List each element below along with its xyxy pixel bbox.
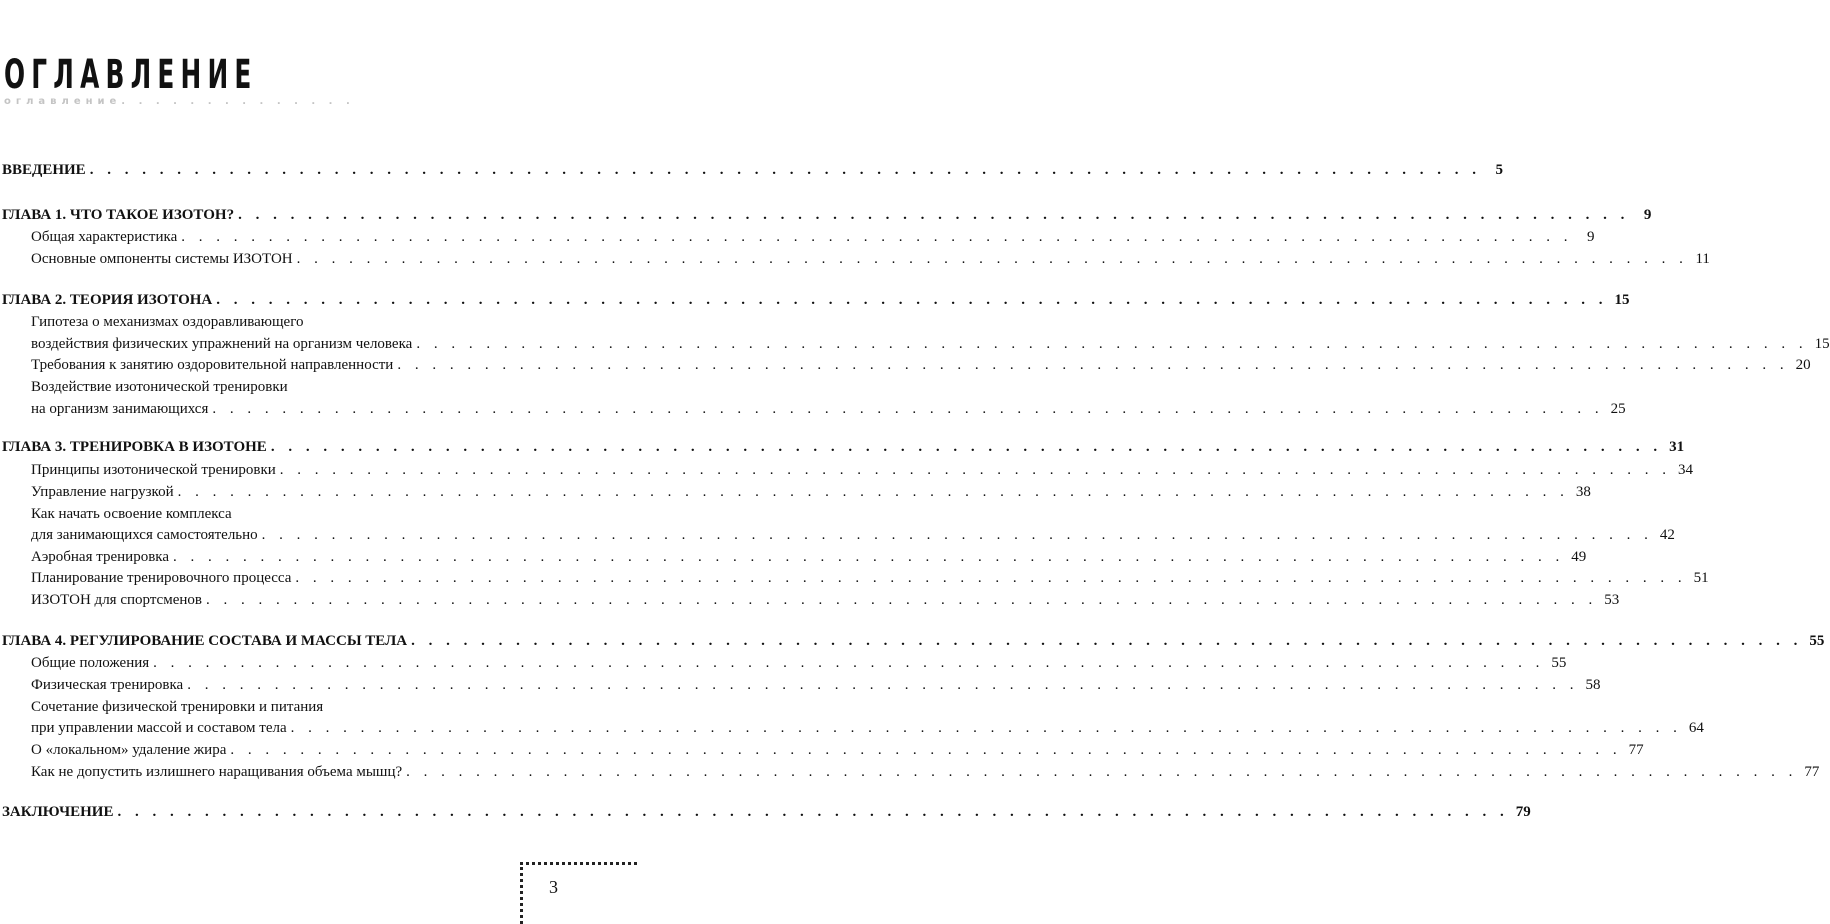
toc-entry-general-characteristics[interactable] — [31, 226, 1595, 248]
entry-title: О «локальном» удаление жира — [31, 742, 227, 758]
entry-title: на организм занимающихся — [31, 401, 209, 417]
entry-page: 51 — [1693, 570, 1709, 586]
toc-entry-physical-training[interactable] — [31, 674, 1601, 696]
toc-entry-introduction[interactable] — [2, 159, 1503, 181]
toc-entry-impact-line-2[interactable] — [31, 398, 1626, 420]
dot-leader: . . . . . . . . . . . . . . . . . . . . . . . . . . . . . . . . . . . . . . . . . . . . . . . . . . . . . . . . . . . . . . . . . . . . . . . . . . . . . . . . — [270, 439, 1663, 455]
entry-title: для занимающихся самостоятельно — [31, 527, 258, 543]
entry-title: Гипотеза о механизмах оздоравливающего — [31, 314, 304, 330]
entry-page: 58 — [1585, 677, 1601, 693]
toc-heading: ОГЛАВЛЕНИЕ — [4, 52, 258, 98]
dot-leader: . . . . . . . . . . . . . . . . . . . . . . . . . . . . . . . . . . . . . . . . . . . . . . . . . . . . . . . . . . . . . . . . . . . . . . . . . . . . . . . . — [153, 655, 1545, 671]
toc-entry-local-fat-removal[interactable] — [31, 739, 1644, 761]
dot-leader: . . . . . . . . . . . . . . . . . . . . . . . . . . . . . . . . . . . . . . . . . . . . . . . . . . . . . . . . . . . . . . . . . . . . . . . . . . . . . . . . — [230, 742, 1622, 758]
entry-title: Физическая тренировка — [31, 677, 184, 693]
entry-title: Как не допустить излишнего наращивания объема мышц? — [31, 764, 403, 780]
dot-leader: . . . . . . . . . . . . . . . . . . . . . . . . . . . . . . . . . . . . . . . . . . . . . . . . . . . . . . . . . . . . . . . . . . . . . . . . . . . . . . . . — [117, 804, 1509, 820]
entry-page: 15 — [1614, 292, 1630, 308]
entry-page: 79 — [1515, 804, 1531, 820]
dot-leader: . . . . . . . . . . . . . . . . . . . . . . . . . . . . . . . . . . . . . . . . . . . . . . . . . . . . . . . . . . . . . . . . . . . . . . . . . . . . . . . . — [295, 570, 1687, 586]
toc-entry-chapter-4[interactable] — [2, 630, 1825, 652]
entry-page: 9 — [1643, 207, 1652, 223]
entry-page: 34 — [1678, 462, 1694, 478]
toc-entry-chapter-1[interactable] — [2, 204, 1652, 226]
dot-leader: . . . . . . . . . . . . . . . . . . . . . . . . . . . . . . . . . . . . . . . . . . . . . . . . . . . . . . . . . . . . . . . . . . . . . . . . . . . . . . . . — [216, 292, 1608, 308]
dot-leader: . . . . . . . . . . . . . . . . . . . . . . . . . . . . . . . . . . . . . . . . . . . . . . . . . . . . . . . . . . . . . . . . . . . . . . . . . . . . . . . . — [296, 251, 1688, 267]
entry-page: 77 — [1804, 764, 1820, 780]
entry-title: Воздействие изотонической тренировки — [31, 379, 288, 395]
page-number-frame — [520, 862, 637, 924]
toc-entry-chapter-2[interactable] — [2, 289, 1630, 311]
toc-entry-conclusion[interactable] — [2, 801, 1531, 823]
entry-title: Планирование тренировочного процесса — [31, 570, 292, 586]
toc-entry-how-to-start-line-2[interactable] — [31, 524, 1675, 546]
dot-leader: . . . . . . . . . . . . . . . . . . . . . . . . . . . . . . . . . . . . . . . . . . . . . . . . . . . . . . . . . . . . . . . . . . . . . . . . . . . . . . . . — [181, 229, 1573, 245]
dot-leader: . . . . . . . . . . . . . . . . . . . . . . . . . . . . . . . . . . . . . . . . . . . . . . . . . . . . . . . . . . . . . . . . . . . . . . . . . . . . . . . . — [290, 720, 1682, 736]
entry-page: 5 — [1495, 162, 1503, 178]
toc-entry-hypothesis-line-1[interactable] — [31, 311, 571, 333]
entry-page: 55 — [1551, 655, 1567, 671]
entry-page: 9 — [1586, 229, 1595, 245]
toc-entry-combination-line-1[interactable] — [31, 696, 571, 718]
toc-entry-requirements[interactable] — [31, 354, 1811, 376]
entry-title: ГЛАВА 4. РЕГУЛИРОВАНИЕ СОСТАВА И МАССЫ ТЕЛА — [2, 633, 408, 649]
entry-page: 25 — [1610, 401, 1626, 417]
toc-entry-planning[interactable] — [31, 567, 1709, 589]
entry-page: 53 — [1604, 592, 1620, 608]
entry-title: Как начать освоение комплекса — [31, 506, 232, 522]
toc-entry-aerobic-training[interactable] — [31, 546, 1587, 568]
dot-leader: . . . . . . . . . . . . . . . . . . . . . . . . . . . . . . . . . . . . . . . . . . . . . . . . . . . . . . . . . . . . . . . . . . . . . . . . . . . . . . . . — [261, 527, 1653, 543]
dot-leader: . . . . . . . . . . . . . . . . . . . . . . . . . . . . . . . . . . . . . . . . . . . . . . . . . . . . . . . . . . . . . . . . . . . . . . . . . . . . . . . . — [187, 677, 1579, 693]
entry-title: Принципы изотонической тренировки — [31, 462, 276, 478]
entry-title: Требования к занятию оздоровительной направленности — [31, 357, 394, 373]
entry-page: 38 — [1575, 484, 1591, 500]
dot-leader: . . . . . . . . . . . . . . . . . . . . . . . . . . . . . . . . . . . . . . . . . . . . . . . . . . . . . . . . . . . . . . . . . . . . . . . . . . . . . . . . — [177, 484, 1569, 500]
entry-title: ИЗОТОН для спортсменов — [31, 592, 202, 608]
dot-leader: . . . . . . . . . . . . . . . . . . . . . . . . . . . . . . . . . . . . . . . . . . . . . . . . . . . . . . . . . . . . . . . . . . . . . . . . . . . . . . . . — [279, 462, 1672, 478]
toc-entry-load-management[interactable] — [31, 481, 1591, 503]
entry-title: ГЛАВА 3. ТРЕНИРОВКА В ИЗОТОНЕ — [2, 439, 267, 455]
dot-leader: . . . . . . . . . . . . . . . . . . . . . . . . . . . . . . . . . . . . . . . . . . . . . . . . . . . . . . . . . . . . . . . . . . . . . . . . . . . . . . . . — [173, 549, 1565, 565]
toc-entry-chapter-3[interactable] — [2, 436, 1685, 458]
dot-leader: . . . . . . . . . . . . . . . . . . . . . . . . . . . . . . . . . . . . . . . . . . . . . . . . . . . . . . . . . . . . . . . . . . . . . . . . . . . . . . . . — [238, 207, 1630, 223]
toc-entry-main-components[interactable] — [31, 248, 1710, 270]
entry-page: 20 — [1795, 357, 1811, 373]
toc-entry-muscle-growth[interactable] — [31, 761, 1820, 783]
entry-title: ГЛАВА 2. ТЕОРИЯ ИЗОТОНА — [2, 292, 213, 308]
entry-title: при управлении массой и составом тела — [31, 720, 287, 736]
entry-title: Сочетание физической тренировки и питания — [31, 699, 324, 715]
toc-subtitle: оглавление. . . . . . . . . . . . . . — [4, 96, 355, 107]
entry-page: 42 — [1659, 527, 1675, 543]
entry-page: 49 — [1571, 549, 1587, 565]
toc-entry-principles[interactable] — [31, 459, 1694, 481]
entry-title: Основные омпоненты системы ИЗОТОН — [31, 251, 293, 267]
toc-entry-combination-line-2[interactable] — [31, 717, 1704, 739]
entry-page: 64 — [1688, 720, 1704, 736]
dot-leader: . . . . . . . . . . . . . . . . . . . . . . . . . . . . . . . . . . . . . . . . . . . . . . . . . . . . . . . . . . . . . . . . . . . . . . . . . . . . . . . . — [406, 764, 1798, 780]
entry-title: ЗАКЛЮЧЕНИЕ — [2, 804, 114, 820]
entry-title: Общая характеристика — [31, 229, 178, 245]
dot-leader: . . . . . . . . . . . . . . . . . . . . . . . . . . . . . . . . . . . . . . . . . . . . . . . . . . . . . . . . . . . . . . . . . . . . . . . . . . . . . . . . — [416, 336, 1808, 352]
toc-entry-general-provisions[interactable] — [31, 652, 1567, 674]
dot-leader: . . . . . . . . . . . . . . . . . . . . . . . . . . . . . . . . . . . . . . . . . . . . . . . . . . . . . . . . . . . . . . . . . . . . . . . . . . . . . . . . — [411, 633, 1803, 649]
dot-leader: . . . . . . . . . . . . . . . . . . . . . . . . . . . . . . . . . . . . . . . . . . . . . . . . . . . . . . . . . . . . . . . . . . . . . . . . . . . . . . . . — [205, 592, 1598, 608]
dot-leader: . . . . . . . . . . . . . . . . . . . . . . . . . . . . . . . . . . . . . . . . . . . . . . . . . . . . . . . . . . . . . . . . . . . . . . . . . . . . . . . . — [397, 357, 1789, 373]
entry-page: 77 — [1628, 742, 1644, 758]
entry-title: Общие положения — [31, 655, 150, 671]
entry-page: 31 — [1669, 439, 1685, 455]
toc-entry-how-to-start-line-1[interactable] — [31, 503, 571, 525]
entry-page: 55 — [1809, 633, 1825, 649]
toc-entry-impact-line-1[interactable] — [31, 376, 571, 398]
entry-title: Управление нагрузкой — [31, 484, 174, 500]
entry-title: воздействия физических упражнений на организм человека — [31, 336, 413, 352]
entry-page: 15 — [1814, 336, 1830, 352]
dot-leader: . . . . . . . . . . . . . . . . . . . . . . . . . . . . . . . . . . . . . . . . . . . . . . . . . . . . . . . . . . . . . . . . . . . . . . . . . . . . . . . . — [212, 401, 1604, 417]
entry-title: Аэробная тренировка — [31, 549, 169, 565]
toc-entry-hypothesis-line-2[interactable] — [31, 333, 1830, 355]
entry-title: ГЛАВА 1. ЧТО ТАКОЕ ИЗОТОН? — [2, 207, 235, 223]
entry-title: ВВЕДЕНИЕ — [2, 162, 86, 178]
toc-entry-for-athletes[interactable] — [31, 589, 1620, 611]
page-number: 3 — [549, 877, 558, 897]
entry-page: 11 — [1695, 251, 1710, 267]
dot-leader: . . . . . . . . . . . . . . . . . . . . . . . . . . . . . . . . . . . . . . . . . . . . . . . . . . . . . . . . . . . . . . . . . . . . . . . . . . . . . . . . — [89, 162, 1481, 178]
